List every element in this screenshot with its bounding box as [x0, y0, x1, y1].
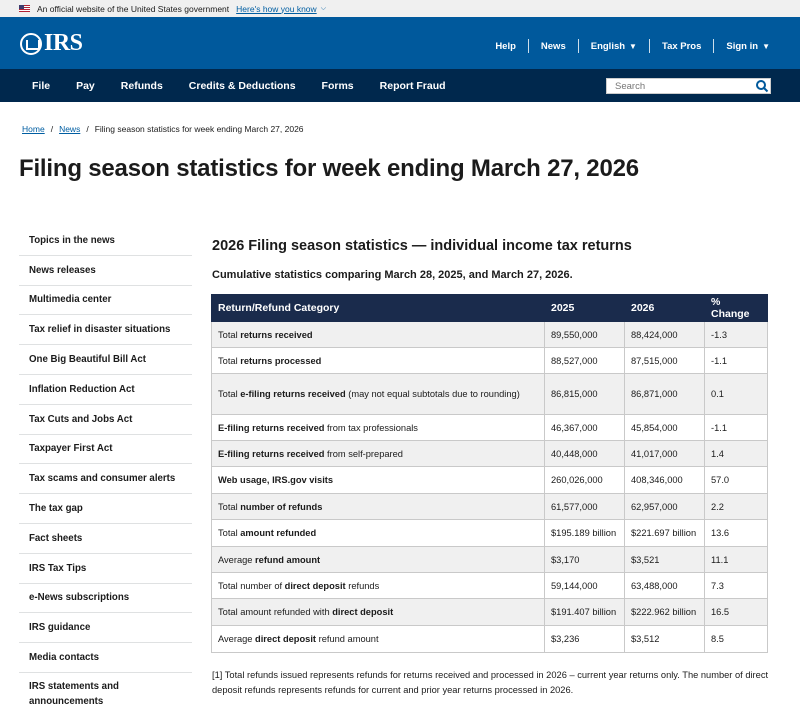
news-link[interactable]: News	[540, 40, 566, 52]
eagle-icon	[20, 33, 42, 55]
sign-in-label: Sign in	[726, 40, 759, 52]
value-2025-cell: $3,236	[545, 626, 625, 653]
category-cell: Average refund amount	[212, 547, 545, 573]
language-label: English	[590, 40, 626, 52]
nav-file[interactable]: File	[32, 79, 51, 92]
chevron-down-icon: ▼	[762, 41, 770, 51]
value-2026-cell: 41,017,000	[625, 441, 705, 467]
col-header-2026: 2026	[625, 295, 705, 322]
percent-change-cell: 8.5	[705, 626, 768, 653]
value-2026-cell: $3,512	[625, 626, 705, 653]
percent-change-cell: 1.4	[705, 441, 768, 467]
sign-in-dropdown[interactable]	[726, 41, 770, 52]
table-row	[212, 599, 768, 626]
tax-pros-link[interactable]: Tax Pros	[661, 40, 702, 52]
table-row	[212, 322, 768, 348]
sidebar-item-multimedia-center[interactable]: Multimedia center	[19, 286, 192, 316]
sidebar-item-tax-scams[interactable]: Tax scams and consumer alerts	[19, 464, 192, 494]
value-2026-cell: 62,957,000	[625, 494, 705, 520]
sidebar-item-fact-sheets[interactable]: Fact sheets	[19, 524, 192, 554]
table-row	[212, 520, 768, 547]
nav-forms[interactable]: Forms	[321, 79, 354, 92]
value-2025-cell: 40,448,000	[545, 441, 625, 467]
value-2026-cell: $3,521	[625, 547, 705, 573]
statistics-table	[211, 294, 768, 653]
percent-change-cell: 16.5	[705, 599, 768, 626]
percent-change-cell: -1.1	[705, 415, 768, 441]
sidebar-item-taxpayer-first-act[interactable]: Taxpayer First Act	[19, 435, 192, 465]
value-2026-cell: $222.962 billion	[625, 599, 705, 626]
category-cell: E-filing returns received from self-prepared	[212, 441, 545, 467]
section-title: 2026 Filing season statistics — individual income tax returns	[212, 238, 632, 254]
search-input[interactable]	[606, 78, 771, 94]
breadcrumb: Home / News / Filing season statistics for week ending March 27, 2026	[22, 124, 304, 134]
value-2026-cell: 45,854,000	[625, 415, 705, 441]
table-row	[212, 415, 768, 441]
category-cell: Web usage, IRS.gov visits	[212, 467, 545, 494]
sidebar-item-tax-gap[interactable]: The tax gap	[19, 494, 192, 524]
sidebar-item-tax-cuts-jobs-act[interactable]: Tax Cuts and Jobs Act	[19, 405, 192, 435]
divider	[649, 39, 650, 53]
table-row	[212, 374, 768, 415]
chevron-down-icon: ⌵	[320, 4, 326, 12]
utility-nav	[495, 39, 770, 53]
value-2025-cell: $191.407 billion	[545, 599, 625, 626]
irs-logo[interactable]	[20, 30, 83, 57]
value-2026-cell: 88,424,000	[625, 322, 705, 348]
footnote: [1] Total refunds issued represents refunds for returns received and processed in 2026 – current year returns only. The number of direct deposit refunds represents refunds for current and prior year returns processed in 2026.	[212, 670, 769, 695]
sidebar-item-irs-statements[interactable]: IRS statements and announcements	[19, 673, 192, 715]
nav-pay[interactable]: Pay	[76, 79, 95, 92]
value-2026-cell: $221.697 billion	[625, 520, 705, 547]
nav-refunds[interactable]: Refunds	[120, 79, 163, 92]
percent-change-cell: 2.2	[705, 494, 768, 520]
sidebar-item-media-contacts[interactable]: Media contacts	[19, 643, 192, 673]
table-row	[212, 348, 768, 374]
value-2025-cell: 46,367,000	[545, 415, 625, 441]
value-2026-cell: 408,346,000	[625, 467, 705, 494]
value-2026-cell: 86,871,000	[625, 374, 705, 415]
value-2025-cell: $3,170	[545, 547, 625, 573]
table-row	[212, 626, 768, 653]
category-cell: E-filing returns received from tax professionals	[212, 415, 545, 441]
category-cell: Total e-filing returns received (may not equal subtotals due to rounding)	[212, 374, 545, 415]
sidebar-item-tax-relief[interactable]: Tax relief in disaster situations	[19, 315, 192, 345]
category-cell: Total number of direct deposit refunds	[212, 573, 545, 599]
section-subtitle: Cumulative statistics comparing March 28, 2025, and March 27, 2026.	[212, 269, 573, 281]
col-header-2025: 2025	[545, 295, 625, 322]
page-title: Filing season statistics for week ending March 27, 2026	[19, 155, 639, 182]
percent-change-cell: -1.3	[705, 322, 768, 348]
percent-change-cell: -1.1	[705, 348, 768, 374]
value-2025-cell: 260,026,000	[545, 467, 625, 494]
breadcrumb-home[interactable]: Home	[22, 124, 45, 134]
value-2025-cell: 89,550,000	[545, 322, 625, 348]
sidebar-item-news-releases[interactable]: News releases	[19, 256, 192, 286]
sidebar-item-irs-guidance[interactable]: IRS guidance	[19, 613, 192, 643]
value-2026-cell: 87,515,000	[625, 348, 705, 374]
percent-change-cell: 57.0	[705, 467, 768, 494]
table-row	[212, 441, 768, 467]
breadcrumb-current: Filing season statistics for week ending March 27, 2026	[94, 124, 304, 134]
col-header-change: % Change	[705, 295, 768, 322]
col-header-category: Return/Refund Category	[212, 295, 545, 322]
value-2025-cell: 59,144,000	[545, 573, 625, 599]
divider	[528, 39, 529, 53]
category-cell: Total returns processed	[212, 348, 545, 374]
chevron-down-icon: ▼	[629, 41, 637, 51]
value-2025-cell: 61,577,000	[545, 494, 625, 520]
category-cell: Total number of refunds	[212, 494, 545, 520]
help-link[interactable]: Help	[495, 40, 516, 52]
nav-report-fraud[interactable]: Report Fraud	[379, 79, 446, 92]
divider	[578, 39, 579, 53]
gov-banner-text: An official website of the United States government	[37, 3, 230, 14]
table-row	[212, 573, 768, 599]
gov-banner	[0, 0, 800, 17]
table-header-row	[212, 295, 768, 322]
site-header	[0, 17, 800, 69]
sidebar-item-tax-tips[interactable]: IRS Tax Tips	[19, 554, 192, 584]
category-cell: Total returns received	[212, 322, 545, 348]
table-row	[212, 547, 768, 573]
divider	[713, 39, 714, 53]
table-row	[212, 494, 768, 520]
category-cell: Total amount refunded with direct deposit	[212, 599, 545, 626]
logo-text: IRS	[44, 30, 83, 56]
percent-change-cell: 0.1	[705, 374, 768, 415]
value-2025-cell: 86,815,000	[545, 374, 625, 415]
percent-change-cell: 11.1	[705, 547, 768, 573]
sidebar-nav	[19, 226, 192, 715]
category-cell: Average direct deposit refund amount	[212, 626, 545, 653]
heres-how-you-know-link[interactable]: Here's how you know	[236, 3, 317, 14]
language-dropdown[interactable]	[591, 41, 637, 52]
percent-change-cell: 13.6	[705, 520, 768, 547]
value-2025-cell: 88,527,000	[545, 348, 625, 374]
nav-credits-deductions[interactable]: Credits & Deductions	[188, 79, 296, 92]
sidebar-item-inflation-reduction-act[interactable]: Inflation Reduction Act	[19, 375, 192, 405]
table-row	[212, 467, 768, 494]
sidebar-item-obbb-act[interactable]: One Big Beautiful Bill Act	[19, 345, 192, 375]
category-cell: Total amount refunded	[212, 520, 545, 547]
search-icon[interactable]	[755, 79, 769, 93]
value-2025-cell: $195.189 billion	[545, 520, 625, 547]
value-2026-cell: 63,488,000	[625, 573, 705, 599]
breadcrumb-news[interactable]: News	[59, 124, 81, 134]
sidebar-item-topics-in-the-news[interactable]: Topics in the news	[19, 226, 192, 256]
sidebar-item-enews[interactable]: e-News subscriptions	[19, 584, 192, 614]
us-flag-icon	[19, 5, 30, 12]
percent-change-cell: 7.3	[705, 573, 768, 599]
